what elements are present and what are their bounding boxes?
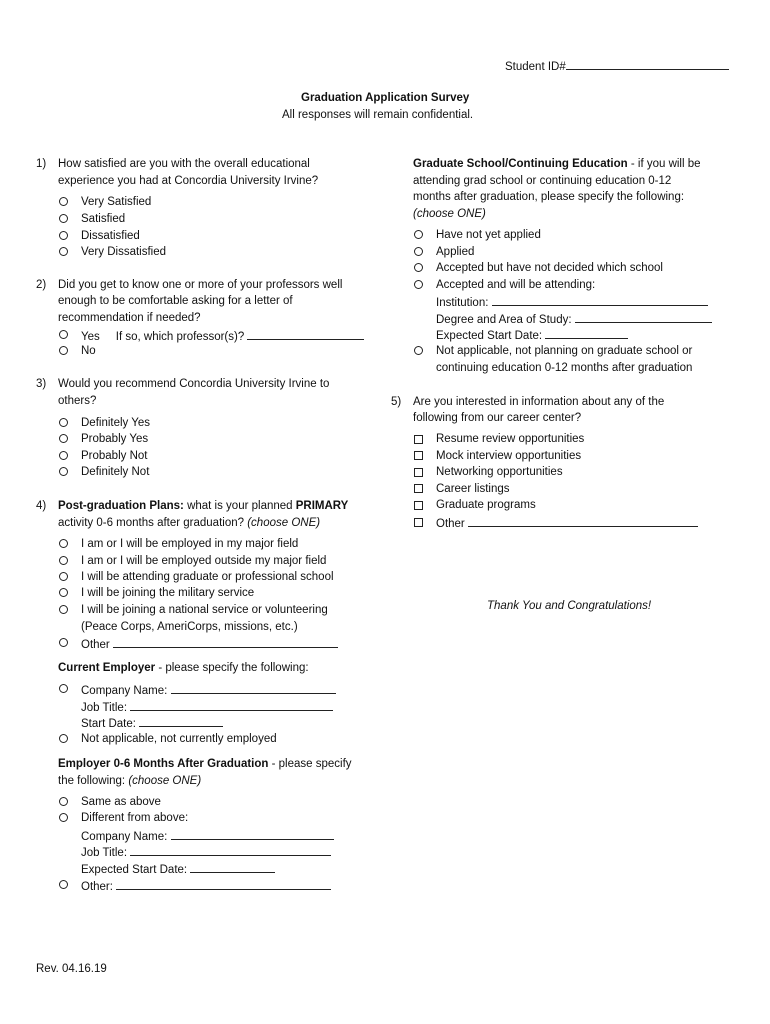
grad-option-label: Accepted but have not decided which school <box>436 262 663 274</box>
job-title-field[interactable] <box>130 698 333 711</box>
radio-q3-probably-not[interactable] <box>59 451 68 460</box>
grad-na-label: Not applicable, not planning on graduate school or <box>436 345 693 357</box>
grad-school-choose: (choose ONE) <box>413 208 486 220</box>
employer06-job-field[interactable] <box>130 843 331 856</box>
grad-school-text: attending grad school or continuing education 0-12 <box>413 175 672 187</box>
company-name-row <box>81 681 336 699</box>
q4-number: 4) <box>36 500 47 512</box>
employer-na-label: Not applicable, not currently employed <box>81 733 277 745</box>
q2-number: 2) <box>36 279 47 291</box>
checkbox-career-listings[interactable] <box>414 484 423 493</box>
q4-text <box>58 498 348 514</box>
employer06-company-label: Company Name: <box>81 831 168 843</box>
q4-choose: (choose ONE) <box>247 517 321 529</box>
q5-option-label: Networking opportunities <box>436 466 563 478</box>
grad-na-label: continuing education 0-12 months after graduation <box>436 362 693 374</box>
q3-text: Would you recommend Concordia University Irvine to <box>58 378 330 390</box>
degree-label: Degree and Area of Study: <box>436 314 572 326</box>
q1-option-label: Dissatisfied <box>81 230 140 242</box>
radio-q4-employed-outside[interactable] <box>59 556 68 565</box>
employer-06-choose: (choose ONE) <box>128 775 202 787</box>
student-id-text: Student ID# <box>505 61 566 73</box>
grad-option-label: Have not yet applied <box>436 229 541 241</box>
professor-field[interactable] <box>247 327 364 340</box>
radio-q1-very-dissatisfied[interactable] <box>59 247 68 256</box>
employer06-expected-row <box>81 860 275 878</box>
q5-option-label: Graduate programs <box>436 499 536 511</box>
company-name-field[interactable] <box>171 681 336 694</box>
radio-q1-satisfied[interactable] <box>59 214 68 223</box>
radio-q4-employed-major[interactable] <box>59 539 68 548</box>
radio-grad-accepted-undecided[interactable] <box>414 263 423 272</box>
grad-school-text: months after graduation, please specify the following: <box>413 191 685 203</box>
q2-text: Did you get to know one or more of your professors well <box>58 279 343 291</box>
employer06-company-field[interactable] <box>171 827 334 840</box>
q5-other-label: Other <box>436 518 465 530</box>
employer06-job-row <box>81 843 331 861</box>
q5-other-field[interactable] <box>468 514 698 527</box>
grad-school-bold: Graduate School/Continuing Education <box>413 158 628 170</box>
company-name-label: Company Name: <box>81 685 168 697</box>
q2-yes-label <box>81 327 364 345</box>
radio-employer-company[interactable] <box>59 684 68 693</box>
q4-lead: Post-graduation Plans: <box>58 500 184 512</box>
checkbox-graduate-programs[interactable] <box>414 501 423 510</box>
grad-expected-row <box>436 326 628 344</box>
q2-which-text: If so, which professor(s)? <box>115 331 245 343</box>
radio-q4-military[interactable] <box>59 588 68 597</box>
radio-q2-no[interactable] <box>59 346 68 355</box>
employer-06-heading-l2 <box>58 773 201 789</box>
q1-text: How satisfied are you with the overall educational <box>58 158 310 170</box>
radio-grad-accepted-attending[interactable] <box>414 280 423 289</box>
radio-q1-dissatisfied[interactable] <box>59 231 68 240</box>
radio-grad-applied[interactable] <box>414 247 423 256</box>
grad-option-label: Accepted and will be attending: <box>436 279 596 291</box>
radio-q4-other[interactable] <box>59 638 68 647</box>
q2-text: enough to be comfortable asking for a letter of <box>58 295 293 307</box>
grad-expected-field[interactable] <box>545 326 628 339</box>
employer06-different-label: Different from above: <box>81 812 189 824</box>
grad-option-label: Applied <box>436 246 475 258</box>
q4-text <box>58 515 320 531</box>
radio-grad-na[interactable] <box>414 346 423 355</box>
q4-option-label: I will be joining the military service <box>81 587 255 599</box>
grad-school-heading <box>413 156 701 172</box>
radio-employer06-other[interactable] <box>59 880 68 889</box>
employer06-same-label: Same as above <box>81 796 161 808</box>
q5-number: 5) <box>391 396 402 408</box>
start-date-row <box>81 714 223 732</box>
q4-text-l2: activity 0-6 months after graduation? <box>58 517 248 529</box>
checkbox-resume-review[interactable] <box>414 435 423 444</box>
q3-option-label: Probably Not <box>81 450 148 462</box>
job-title-label: Job Title: <box>81 702 128 714</box>
q1-option-label: Very Dissatisfied <box>81 246 167 258</box>
page-title: Graduation Application Survey <box>301 92 470 104</box>
institution-row <box>436 293 708 311</box>
employer06-expected-label: Expected Start Date: <box>81 864 188 876</box>
q4-option-label: I will be joining a national service or volunteering <box>81 604 328 616</box>
q4-other-field[interactable] <box>113 635 338 648</box>
start-date-field[interactable] <box>139 714 223 727</box>
grad-expected-label: Expected Start Date: <box>436 330 543 342</box>
current-employer-heading <box>58 660 309 676</box>
q4-option-label: I am or I will be employed outside my major field <box>81 555 327 567</box>
radio-q3-definitely-yes[interactable] <box>59 418 68 427</box>
employer06-job-label: Job Title: <box>81 847 128 859</box>
q3-option-label: Probably Yes <box>81 433 149 445</box>
page-subtitle: All responses will remain confidential. <box>282 109 474 121</box>
employer06-other-label: Other: <box>81 881 113 893</box>
employer06-other-row <box>81 877 331 895</box>
q3-option-label: Definitely Not <box>81 466 150 478</box>
q4-other-text: Other <box>81 639 110 651</box>
start-date-label: Start Date: <box>81 718 136 730</box>
employer06-other-field[interactable] <box>116 877 331 890</box>
grad-school-rest: - if you will be <box>627 158 701 170</box>
degree-field[interactable] <box>575 310 712 323</box>
radio-employer06-different[interactable] <box>59 813 68 822</box>
q1-text: experience you had at Concordia University Irvine? <box>58 175 319 187</box>
radio-q1-very-satisfied[interactable] <box>59 197 68 206</box>
radio-q4-grad-school[interactable] <box>59 572 68 581</box>
radio-q3-definitely-not[interactable] <box>59 467 68 476</box>
current-employer-rest: - please specify the following: <box>155 662 309 674</box>
radio-employer-na[interactable] <box>59 734 68 743</box>
q3-option-label: Definitely Yes <box>81 417 151 429</box>
student-id-label <box>505 57 729 75</box>
checkbox-other[interactable] <box>414 518 423 527</box>
employer06-expected-field[interactable] <box>190 860 275 873</box>
institution-field[interactable] <box>492 293 708 306</box>
q5-option-label: Resume review opportunities <box>436 433 585 445</box>
current-employer-bold: Current Employer <box>58 662 156 674</box>
q2-text: recommendation if needed? <box>58 312 201 324</box>
student-id-field[interactable] <box>566 57 729 70</box>
employer-06-heading <box>58 756 352 772</box>
q4-option-label: (Peace Corps, AmeriCorps, missions, etc.) <box>81 621 298 633</box>
q3-number: 3) <box>36 378 47 390</box>
employer-06-l2: the following: <box>58 775 129 787</box>
q1-option-label: Very Satisfied <box>81 196 152 208</box>
radio-q3-probably-yes[interactable] <box>59 434 68 443</box>
q5-text: Are you interested in information about any of the <box>413 396 665 408</box>
q4-option-label: I am or I will be employed in my major field <box>81 538 299 550</box>
q1-option-label: Satisfied <box>81 213 126 225</box>
radio-grad-not-applied[interactable] <box>414 230 423 239</box>
q2-yes-text: Yes <box>81 331 100 343</box>
checkbox-mock-interview[interactable] <box>414 451 423 460</box>
radio-q2-yes[interactable] <box>59 330 68 339</box>
q1-number: 1) <box>36 158 47 170</box>
thanks-text: Thank You and Congratulations! <box>487 600 652 612</box>
q4-other-label <box>81 635 338 653</box>
q4-option-label: I will be attending graduate or professional school <box>81 571 334 583</box>
q4-primary: PRIMARY <box>295 500 349 512</box>
q5-other-row <box>436 514 698 532</box>
q5-text: following from our career center? <box>413 412 582 424</box>
q5-option-label: Career listings <box>436 483 510 495</box>
q3-text: others? <box>58 395 97 407</box>
radio-employer06-same[interactable] <box>59 797 68 806</box>
revision-label: Rev. 04.16.19 <box>36 963 107 975</box>
radio-q4-volunteer[interactable] <box>59 605 68 614</box>
institution-label: Institution: <box>436 297 489 309</box>
q4-mid: what is your planned <box>183 500 296 512</box>
q5-option-label: Mock interview opportunities <box>436 450 582 462</box>
q2-option-label: No <box>81 345 96 357</box>
checkbox-networking[interactable] <box>414 468 423 477</box>
employer-06-rest: - please specify <box>268 758 352 770</box>
employer-06-bold: Employer 0-6 Months After Graduation <box>58 758 269 770</box>
